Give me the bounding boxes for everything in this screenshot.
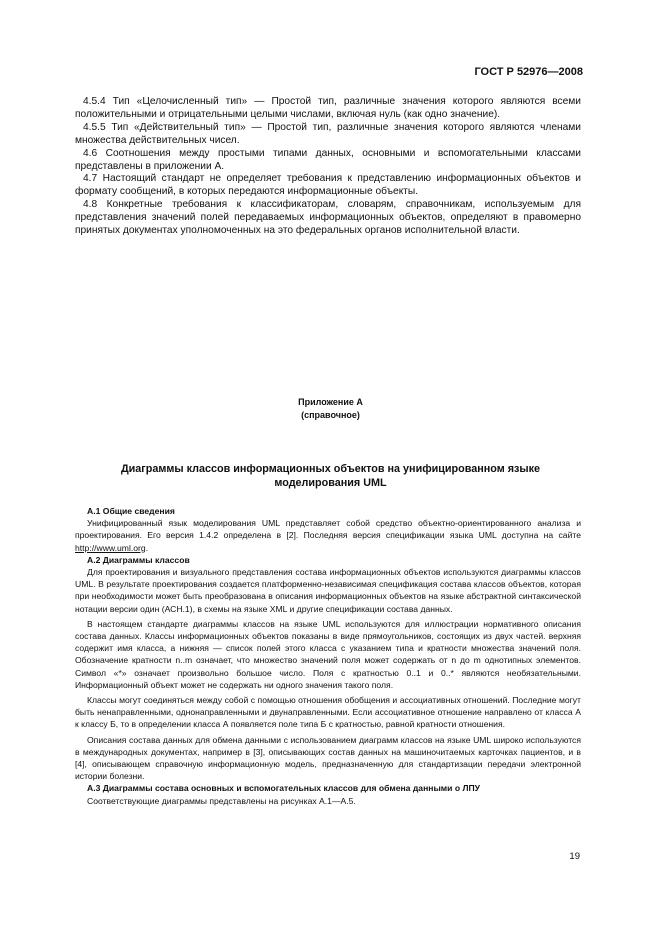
a2-paragraph-2: В настоящем стандарте диаграммы классов на языке UML используются для иллюстрации нормативного описания состава данных. Классы информационных объектов показаны в виде прямоугольников, состоящих из двух частей. верхняя содержит имя класса, а нижняя — список полей этого класса с указанием типа и кратности множества значений поля. Обозначение кратности n..m означает, что множество значений поля может содержать от n до m однотипных элементов. Символ «*» означает произвольно большое число. Поля с кратностью 0..1 и 0..* являются необязательными. Информационный объект может не содержать ни одного значения такого поля. — [75, 618, 581, 690]
clause-4-5-5: 4.5.5 Тип «Действительный тип» — Простой тип, различные значения которого являются членами множества действительных чисел. — [75, 121, 581, 146]
page-number: 19 — [569, 851, 580, 862]
section-4-body — [75, 96, 581, 238]
a1-heading: А.1 Общие сведения — [87, 506, 175, 516]
a3-heading: А.3 Диаграммы состава основных и вспомогательных классов для обмена данными о ЛПУ — [87, 783, 481, 794]
appendix-title: Диаграммы классов информационных объектов на унифицированном языке моделирования UML — [120, 463, 541, 489]
a2-paragraph-1: Для проектирования и визуального представления состава информационных объектов используются диаграммы классов UML. В результате проектирования создается платформенно-независимая спецификация состава классов объектов, которая при необходимости может быть преобразована в описания информационных объектов на языке абстрактной синтаксической нотации версии один (АСН.1), в схемы на языке XML и другие спецификации состава данных. — [75, 567, 581, 614]
a3-paragraph: Соответствующие диаграммы представлены на рисунках А.1—А.5. — [87, 795, 356, 806]
a1-paragraph — [75, 517, 581, 554]
a2-paragraph-3: Классы могут соединяться между собой с помощью отношения обобщения и ассоциативных отношений. Последние могут быть ненаправленными, однонаправленными и двунаправленными. Если ассоциативное отношение направлено от класса А к классу Б, то в определении класса А появляется поле типа Б с кратностью, равной кратности отношения. — [75, 695, 581, 730]
a2-paragraph-4: Описания состава данных для обмена данными с использованием диаграмм классов на языке UML широко используются в международных документах, например в [3], описывающих состав данных на машиночитаемых карточках пациентов, и в [4], описывающем справочную информационную модель, предназначенную для стандартизации передачи электронной истории болезни. — [75, 734, 581, 782]
clause-4-7: 4.7 Настоящий стандарт не определяет требования к представлению информационных объектов и формату сообщений, в которых передаются информационные объекты. — [75, 173, 581, 198]
appendix-kind: (справочное) — [301, 410, 360, 420]
clause-4-6: 4.6 Соотношения между простыми типами данных, основными и вспомогательными классами представлены в приложении А. — [75, 147, 581, 172]
a1-text-end: . — [145, 542, 149, 553]
document-header-standard: ГОСТ Р 52976—2008 — [474, 66, 583, 78]
appendix-label: Приложение А — [298, 397, 363, 407]
clause-4-8: 4.8 Конкретные требования к классификаторам, словарям, справочникам, используемым для представления значений полей передаваемых информационных объектов, определяют в правомерно принятых документах уполномоченных на это федеральных органов исполнительной власти. — [75, 199, 581, 237]
uml-site-link[interactable]: http://www.uml.org — [75, 542, 146, 553]
appendix-label-block — [0, 396, 661, 422]
a1-text: Унифицированный язык моделирования UML представляет собой средство объектно-ориентированного анализа и проектирования. Его версия 1.4.2 определена в [2]. Последняя версия спецификации языка UML доступна на сайте — [75, 518, 581, 541]
appendix-body — [75, 505, 581, 807]
clause-4-5-4: 4.5.4 Тип «Целочисленный тип» — Простой тип, различные значения которого являются всеми положительными и отрицательными целыми числами, включая нуль (как одно значение). — [75, 96, 581, 120]
a2-heading: А.2 Диаграммы классов — [87, 554, 190, 565]
